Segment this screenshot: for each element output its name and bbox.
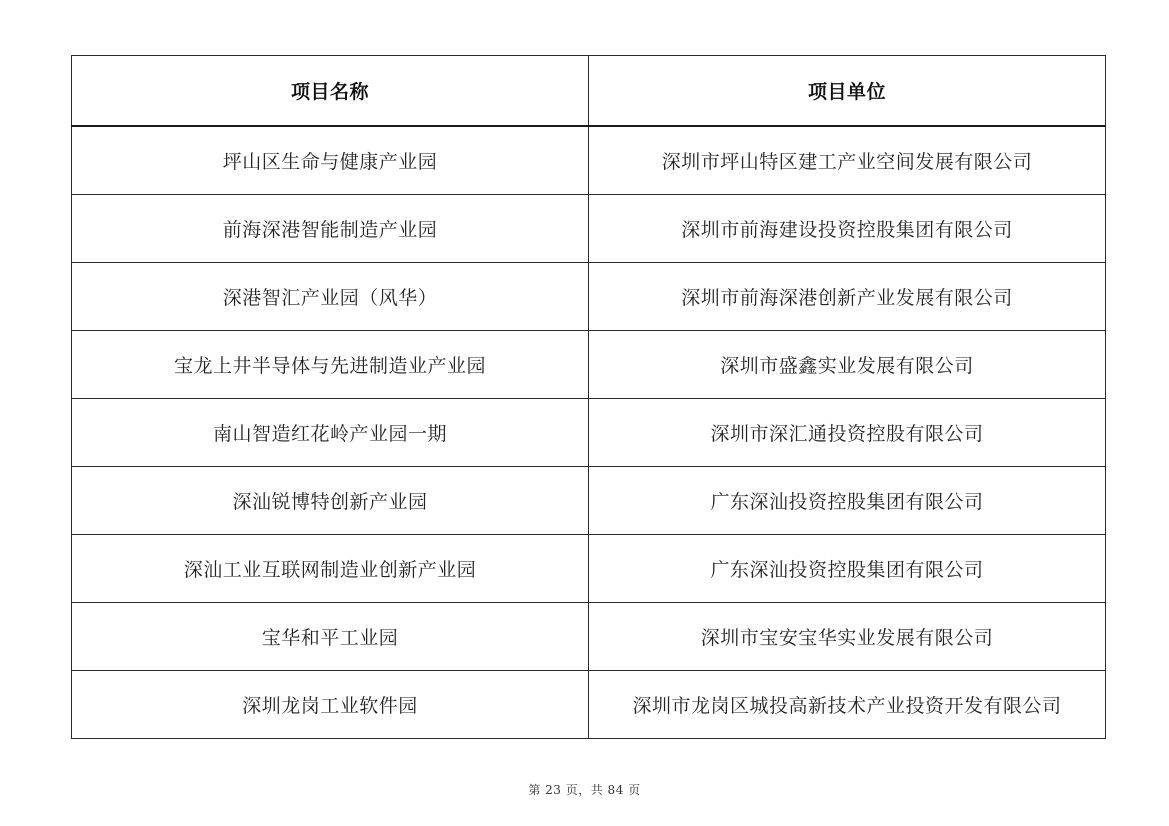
header-project-unit: 项目单位: [589, 56, 1106, 127]
project-name-cell: 前海深港智能制造产业园: [72, 195, 589, 263]
table-row: [72, 399, 1106, 467]
table-row: [72, 467, 1106, 535]
header-project-name: 项目名称: [72, 56, 589, 127]
table-row: [72, 535, 1106, 603]
table-row: [72, 603, 1106, 671]
project-name-cell: 深汕工业互联网制造业创新产业园: [72, 535, 589, 603]
project-unit-cell: 深圳市宝安宝华实业发展有限公司: [589, 603, 1106, 671]
project-unit-cell: 广东深汕投资控股集团有限公司: [589, 535, 1106, 603]
table-row: [72, 671, 1106, 739]
table-row: [72, 195, 1106, 263]
page-number-footer: 第 23 页，共 84 页: [528, 783, 641, 797]
project-unit-cell: 深圳市前海建设投资控股集团有限公司: [589, 195, 1106, 263]
project-name-cell: 深港智汇产业园（风华）: [72, 263, 589, 331]
project-unit-cell: 深圳市盛鑫实业发展有限公司: [589, 331, 1106, 399]
table-header-row: [72, 56, 1106, 127]
project-name-cell: 南山智造红花岭产业园一期: [72, 399, 589, 467]
table-row: [72, 331, 1106, 399]
table-row: [72, 126, 1106, 195]
project-name-cell: 宝华和平工业园: [72, 603, 589, 671]
table-row: [72, 263, 1106, 331]
project-name-cell: 深圳龙岗工业软件园: [72, 671, 589, 739]
project-name-cell: 深汕锐博特创新产业园: [72, 467, 589, 535]
project-unit-cell: 广东深汕投资控股集团有限公司: [589, 467, 1106, 535]
project-unit-cell: 深圳市龙岗区城投高新技术产业投资开发有限公司: [589, 671, 1106, 739]
project-name-cell: 坪山区生命与健康产业园: [72, 126, 589, 195]
project-unit-cell: 深圳市坪山特区建工产业空间发展有限公司: [589, 126, 1106, 195]
project-name-cell: 宝龙上井半导体与先进制造业产业园: [72, 331, 589, 399]
project-unit-cell: 深圳市深汇通投资控股有限公司: [589, 399, 1106, 467]
project-unit-cell: 深圳市前海深港创新产业发展有限公司: [589, 263, 1106, 331]
project-table: [71, 55, 1106, 739]
